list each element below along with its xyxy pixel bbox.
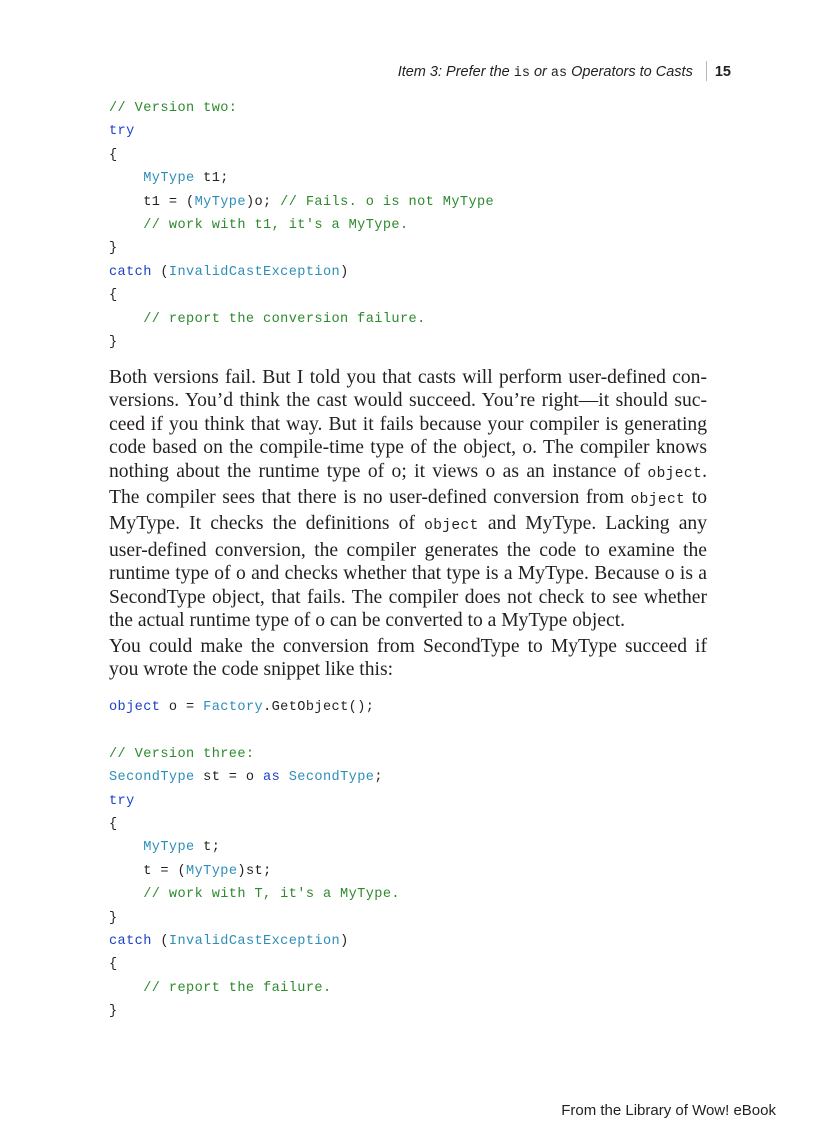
code-line: [109, 790, 400, 813]
code-token: [109, 887, 143, 902]
code-token: [109, 312, 143, 327]
code-line: [109, 719, 400, 742]
code-line: [109, 860, 400, 883]
code-token: // work with T, it's a MyType.: [143, 887, 400, 903]
code-line: [109, 331, 494, 354]
running-header-title: [398, 64, 697, 80]
code-token: MyType: [194, 194, 246, 210]
code-token: Factory: [203, 700, 264, 715]
code-line: [109, 883, 400, 906]
code-token: st = o: [194, 770, 264, 786]
paragraph-text: Both versions fail. But I told you that casts will perform user-defined con-versions. You’d think the cast would succeed. You’re right—it should suc-ceed if you think that way. But it fails because your compiler is generating code based on the compile-time type of the object, o. The compiler knows nothing about the runtime type of o; it views o as an instance of: [109, 367, 707, 482]
code-line: [109, 1000, 400, 1023]
code-token: (: [151, 264, 169, 280]
code-token: }: [109, 334, 118, 350]
code-line: [109, 214, 494, 237]
code-line: [109, 743, 400, 766]
code-token: InvalidCastException: [168, 264, 341, 280]
footer-watermark: From the Library of Wow! eBook: [561, 1102, 776, 1119]
code-token: [280, 770, 289, 785]
code-token: [109, 840, 143, 855]
body-paragraph: [109, 635, 707, 682]
code-token: ): [340, 264, 349, 280]
code-token: )o;: [245, 194, 281, 210]
code-token: }: [109, 241, 118, 257]
code-token: t = (: [109, 863, 187, 879]
code-listing-version-two: [109, 97, 494, 354]
code-line: [109, 930, 400, 953]
code-line: [109, 308, 494, 331]
code-line: [109, 284, 494, 307]
header-title-part: Operators to Casts: [567, 64, 693, 80]
code-token: ;: [374, 770, 383, 786]
paragraph-text: and MyType. Lacking any user-defined conversion, the compiler generates the code to examine the runtime type of o and checks whether that type is a MyType. Because o is a SecondType object, that fails. The compiler does not check to see whether the actual runtime type of o can be converted to a MyType object.: [109, 513, 707, 632]
code-listing-version-three: [109, 696, 400, 1023]
code-token: MyType: [143, 840, 195, 856]
code-token: [109, 218, 143, 233]
code-token: catch: [109, 264, 152, 280]
code-token: SecondType: [109, 770, 195, 786]
paragraph-text: You could make the conversion from SecondType to MyType succeed if you wrote the code snippet like this:: [109, 636, 707, 681]
code-line: [109, 167, 494, 190]
code-line: [109, 907, 400, 930]
code-token: try: [109, 124, 135, 140]
inline-code: object: [647, 465, 703, 482]
code-line: [109, 977, 400, 1000]
code-line: [109, 836, 400, 859]
code-token: }: [109, 910, 118, 926]
code-token: // Version two:: [109, 101, 238, 116]
code-token: {: [109, 957, 118, 973]
header-title-part: Item 3: Prefer the: [397, 64, 514, 80]
code-token: }: [109, 1004, 118, 1020]
code-token: catch: [109, 933, 152, 949]
code-line: [109, 144, 494, 167]
code-token: t;: [194, 840, 221, 856]
header-divider: [706, 61, 707, 81]
code-line: [109, 813, 400, 836]
code-token: t1;: [194, 171, 229, 187]
code-line: [109, 696, 400, 719]
code-token: (: [151, 933, 169, 949]
page-number: 15: [714, 64, 731, 80]
code-token: try: [109, 793, 135, 809]
code-line: [109, 191, 494, 214]
code-line: [109, 953, 400, 976]
inline-code: object: [630, 492, 686, 509]
code-line: [109, 120, 494, 143]
code-token: t1 = (: [109, 194, 195, 210]
paragraph-text: . The compiler sees that there is no user-defined conversion from: [109, 460, 707, 509]
body-paragraph: [109, 366, 707, 632]
code-line: [109, 261, 494, 284]
code-token: [109, 981, 143, 996]
code-token: MyType: [143, 171, 195, 187]
code-token: // Fails. o is not MyType: [280, 194, 495, 210]
code-token: // Version three:: [109, 746, 255, 762]
code-line: [109, 237, 494, 260]
code-token: {: [109, 816, 118, 832]
code-token: o =: [160, 700, 204, 715]
inline-code: object: [424, 518, 479, 535]
code-token: [109, 171, 143, 186]
code-token: as: [263, 770, 281, 786]
code-token: // report the failure.: [143, 980, 332, 996]
code-line: [109, 97, 494, 120]
code-token: .GetObject();: [263, 700, 375, 715]
header-title-part: is: [513, 66, 530, 81]
running-header: [110, 61, 731, 83]
code-token: InvalidCastException: [168, 933, 341, 949]
header-title-part: as: [550, 66, 568, 81]
code-token: ): [340, 933, 349, 949]
code-token: SecondType: [288, 770, 375, 786]
code-line: [109, 766, 400, 789]
header-title-part: or: [529, 64, 551, 80]
code-token: )st;: [237, 863, 272, 879]
code-token: {: [109, 147, 118, 163]
code-token: {: [109, 288, 118, 304]
code-token: MyType: [186, 863, 238, 879]
code-token: // work with t1, it's a MyType.: [143, 217, 409, 233]
code-token: object: [109, 700, 161, 715]
code-token: // report the conversion failure.: [143, 311, 426, 327]
paragraph-text: to MyType. It checks the definitions of: [109, 487, 707, 535]
